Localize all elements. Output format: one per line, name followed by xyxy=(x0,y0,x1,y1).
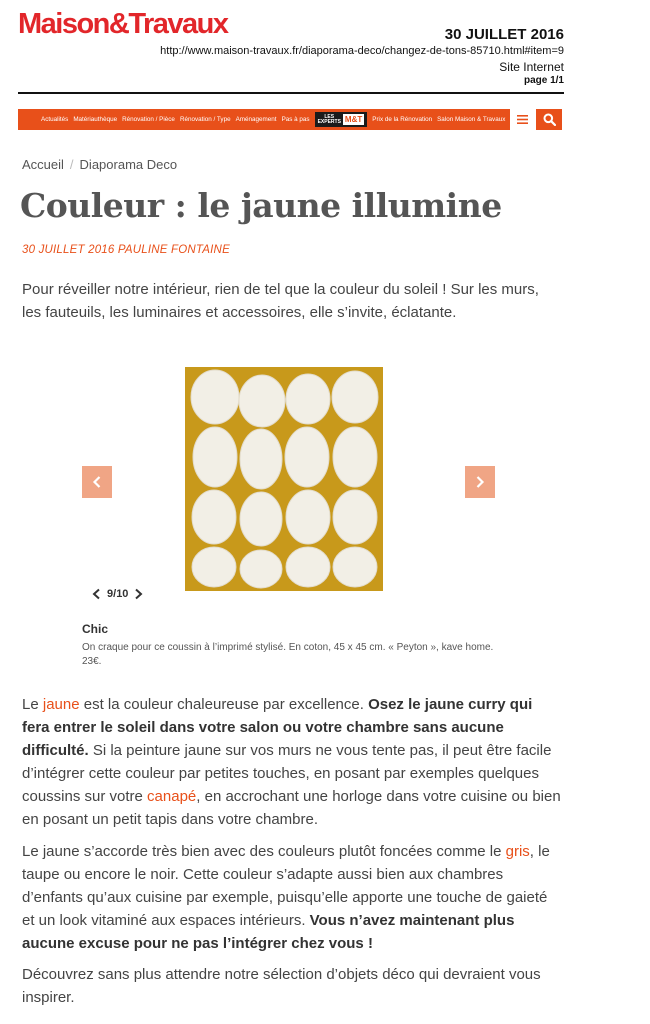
link-gris[interactable]: gris xyxy=(505,843,530,860)
press-page-number: page 1/1 xyxy=(523,75,564,86)
pager-next-icon[interactable] xyxy=(134,588,143,600)
header-divider xyxy=(18,92,564,94)
link-jaune[interactable]: jaune xyxy=(42,696,80,713)
hamburger-icon xyxy=(517,115,528,124)
slide-caption-text: On craque pour ce coussin à l’imprimé stylisé. En coton, 45 x 45 cm. « Peyton », kave home. 23€. xyxy=(82,642,494,667)
article-paragraph-1: Le jaune est la couleur chaleureuse par excellence. Osez le jaune curry qui fera entrer le soleil dans votre salon ou votre chambre sans aucune difficulté. Si la peinture jaune sur vos murs ne vous tente pas, il peut être facile d’intégrer cette couleur par petites touches, en posant par exemples quelques coussins sur votre canapé, en accrochant une horloge dans votre cuisine ou bien en posant un petit tapis dans votre chambre. xyxy=(22,696,561,828)
nav-item-materiautheque[interactable]: Matériauthèque xyxy=(73,116,118,123)
article-byline: 30 JUILLET 2016 PAULINE FONTAINE xyxy=(22,244,230,256)
nav-item-renovation-type[interactable]: Rénovation / Type xyxy=(179,116,231,123)
breadcrumb-separator: / xyxy=(69,157,74,172)
slide-counter: 9/10 xyxy=(107,588,129,600)
article-title: Couleur : le jaune illumine xyxy=(20,186,502,225)
menu-button[interactable] xyxy=(512,109,533,130)
nav-item-amenagement[interactable]: Aménagement xyxy=(235,116,277,123)
main-nav xyxy=(18,109,510,130)
link-canape[interactable]: canapé xyxy=(147,788,197,805)
nav-item-les-experts[interactable] xyxy=(315,112,368,127)
article-intro: Pour réveiller notre intérieur, rien de tel que la couleur du soleil ! Sur les murs, les fauteuils, les luminaires et accessoires, elle s’invite, éclatante. xyxy=(22,281,539,321)
search-icon xyxy=(543,113,556,126)
slide-next-button[interactable] xyxy=(465,466,495,498)
nav-item-pas-a-pas[interactable]: Pas à pas xyxy=(281,116,310,123)
experts-logo-mt: M&T xyxy=(344,115,363,124)
cushion-pattern xyxy=(185,367,383,591)
chevron-right-icon xyxy=(475,475,485,489)
press-media-type: Site Internet xyxy=(499,60,564,74)
slide-prev-button[interactable] xyxy=(82,466,112,498)
chevron-left-icon xyxy=(92,475,102,489)
nav-item-salon[interactable]: Salon Maison & Travaux xyxy=(437,116,506,123)
experts-logo-text: LES EXPERTS xyxy=(317,113,341,125)
breadcrumb xyxy=(22,157,177,172)
nav-item-actualites[interactable]: Actualités xyxy=(41,116,69,123)
pager-prev-icon[interactable] xyxy=(92,588,101,600)
slide-caption-title: Chic xyxy=(82,622,109,636)
article-paragraph-3: Découvrez sans plus attendre notre sélection d’objets déco qui devraient vous inspirer. xyxy=(22,966,541,1006)
search-button[interactable] xyxy=(536,109,562,130)
breadcrumb-home[interactable]: Accueil xyxy=(22,157,64,172)
slide-pager xyxy=(92,588,143,600)
nav-item-renovation-piece[interactable]: Rénovation / Pièce xyxy=(122,116,175,123)
press-date: 30 JUILLET 2016 xyxy=(444,26,564,43)
site-logo[interactable]: Maison&Travaux xyxy=(18,8,228,40)
breadcrumb-section[interactable]: Diaporama Deco xyxy=(79,157,178,172)
slide-image-cushion xyxy=(185,367,383,591)
nav-item-prix-renovation[interactable]: Prix de la Rénovation xyxy=(372,116,433,123)
article-paragraph-2: Le jaune s’accorde très bien avec des couleurs plutôt foncées comme le gris, le taupe ou encore le noir. Cette couleur s’adapte aussi bien aux chambres d’enfants qu’aux cuisine par exemple, puisqu’elle apporte une touche de gaieté et un look vitaminé aux espaces intérieurs. Vous n’avez maintenant plus aucune excuse pour ne pas l’intégrer chez vous ! xyxy=(22,843,550,952)
press-url: http://www.maison-travaux.fr/diaporama-deco/changez-de-tons-85710.html#item=9 xyxy=(160,45,564,57)
